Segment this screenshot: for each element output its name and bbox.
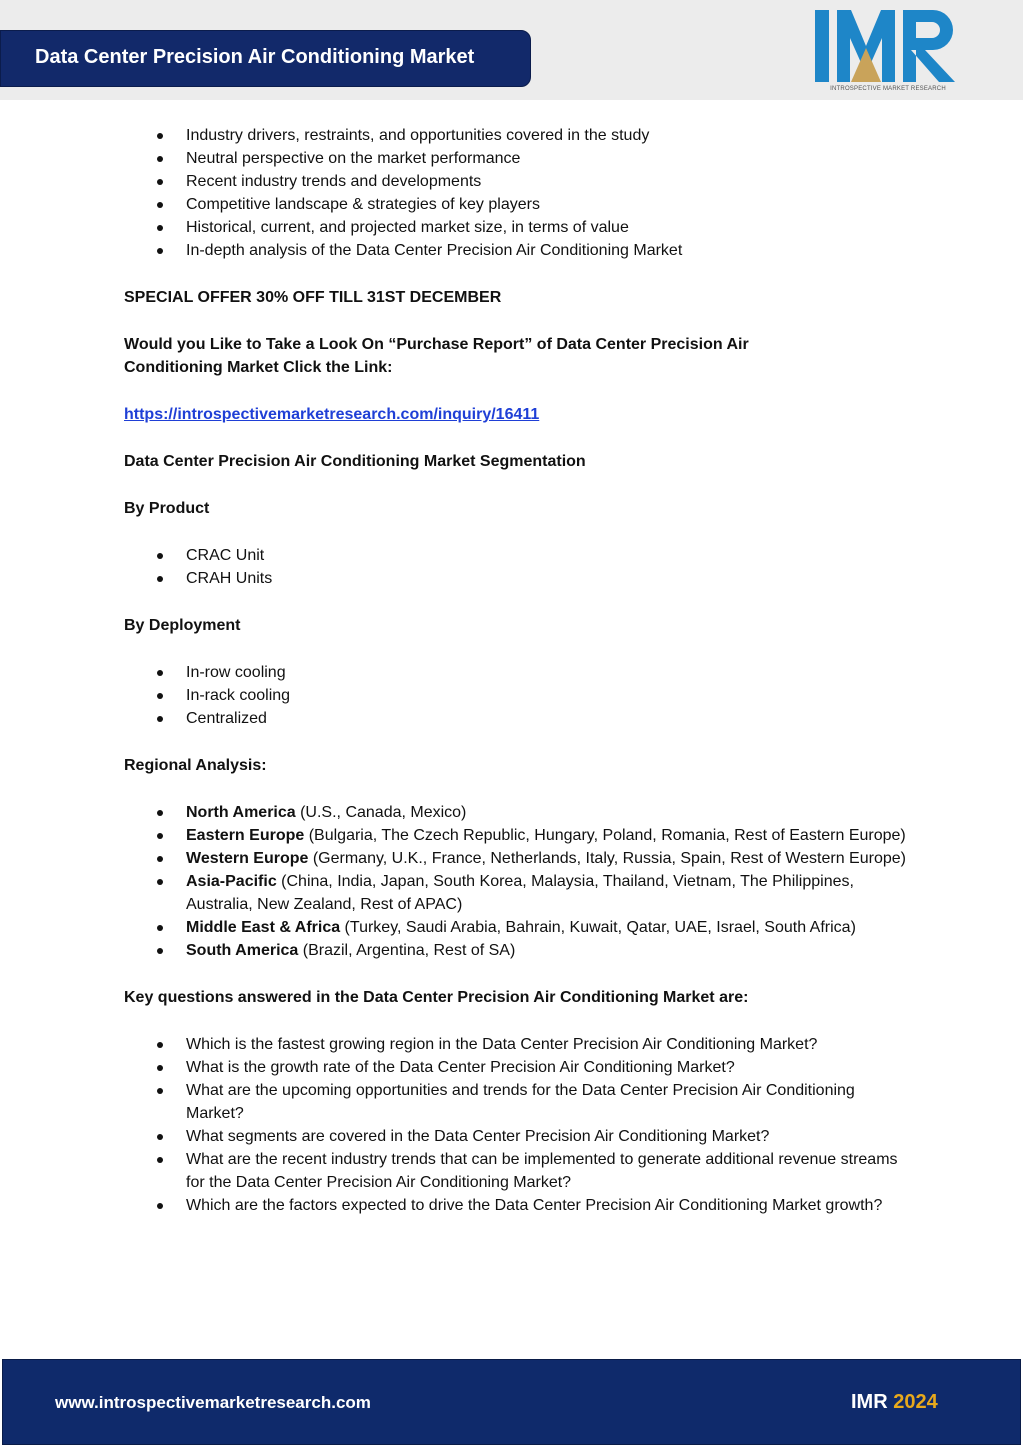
deployment-bullet-list bbox=[0, 661, 1023, 730]
region-name: North America bbox=[186, 804, 296, 821]
question-item: What are the upcoming opportunities and trends for the Data Center Precision Air Conditioning Market? bbox=[0, 1079, 1023, 1125]
product-bullet-list bbox=[0, 544, 1023, 590]
report-link-paragraph bbox=[0, 403, 1023, 426]
product-item: CRAH Units bbox=[0, 567, 1023, 590]
region-item bbox=[0, 847, 1023, 870]
question-item: What is the growth rate of the Data Center Precision Air Conditioning Market? bbox=[0, 1056, 1023, 1079]
region-item bbox=[0, 939, 1023, 962]
region-countries: (China, India, Japan, South Korea, Malaysia, Thailand, Vietnam, The Philippines, Australia, New Zealand, Rest of APAC) bbox=[186, 873, 854, 913]
intro-bullet-item: Competitive landscape & strategies of key players bbox=[0, 193, 1023, 216]
region-item bbox=[0, 801, 1023, 824]
deployment-item: In-row cooling bbox=[0, 661, 1023, 684]
segmentation-heading: Data Center Precision Air Conditioning Market Segmentation bbox=[124, 453, 586, 470]
intro-bullet-list bbox=[0, 124, 1023, 262]
region-name: Western Europe bbox=[186, 850, 309, 867]
region-countries: (U.S., Canada, Mexico) bbox=[295, 804, 467, 821]
region-name: South America bbox=[186, 942, 299, 959]
by-product-heading: By Product bbox=[124, 500, 210, 517]
intro-bullet-item: Industry drivers, restraints, and opportunities covered in the study bbox=[0, 124, 1023, 147]
region-name: Asia-Pacific bbox=[186, 873, 277, 890]
region-item bbox=[0, 916, 1023, 939]
key-questions-heading: Key questions answered in the Data Center Precision Air Conditioning Market are: bbox=[124, 989, 749, 1006]
intro-bullet-item: Recent industry trends and developments bbox=[0, 170, 1023, 193]
footer-brand-name: IMR bbox=[851, 1391, 888, 1413]
region-countries: (Germany, U.K., France, Netherlands, Italy, Russia, Spain, Rest of Western Europe) bbox=[308, 850, 906, 867]
title-banner bbox=[0, 30, 531, 87]
product-item: CRAC Unit bbox=[0, 544, 1023, 567]
question-item: What are the recent industry trends that can be implemented to generate additional revenue streams for the Data Center Precision Air Conditioning Market? bbox=[0, 1148, 1023, 1194]
region-bullet-list bbox=[0, 801, 1023, 962]
region-countries: (Bulgaria, The Czech Republic, Hungary, Poland, Romania, Rest of Eastern Europe) bbox=[304, 827, 906, 844]
region-item bbox=[0, 870, 1023, 916]
footer-year: 2024 bbox=[893, 1391, 938, 1413]
footer-website: www.introspectivemarketresearch.com bbox=[55, 1393, 371, 1412]
region-item bbox=[0, 824, 1023, 847]
report-link[interactable]: https://introspectivemarketresearch.com/inquiry/16411 bbox=[124, 406, 540, 423]
region-name: Middle East & Africa bbox=[186, 919, 341, 936]
footer-brand bbox=[851, 1391, 938, 1414]
intro-bullet-item: In-depth analysis of the Data Center Precision Air Conditioning Market bbox=[0, 239, 1023, 262]
intro-bullet-item: Neutral perspective on the market performance bbox=[0, 147, 1023, 170]
footer-bar bbox=[2, 1359, 1021, 1445]
by-deployment-heading: By Deployment bbox=[124, 617, 241, 634]
document-body bbox=[0, 124, 1023, 1217]
region-countries: (Turkey, Saudi Arabia, Bahrain, Kuwait, Qatar, UAE, Israel, South Africa) bbox=[340, 919, 856, 936]
logo-caption: INTROSPECTIVE MARKET RESEARCH bbox=[830, 86, 946, 92]
question-item: What segments are covered in the Data Center Precision Air Conditioning Market? bbox=[0, 1125, 1023, 1148]
question-item: Which is the fastest growing region in the Data Center Precision Air Conditioning Market? bbox=[0, 1033, 1023, 1056]
imr-logo-icon bbox=[815, 8, 961, 86]
region-name: Eastern Europe bbox=[186, 827, 305, 844]
deployment-item: In-rack cooling bbox=[0, 684, 1023, 707]
imr-logo bbox=[815, 8, 961, 96]
special-offer: SPECIAL OFFER 30% OFF TILL 31ST DECEMBER bbox=[124, 289, 502, 306]
region-countries: (Brazil, Argentina, Rest of SA) bbox=[298, 942, 516, 959]
purchase-prompt: Would you Like to Take a Look On “Purchase Report” of Data Center Precision Air Conditioning Market Click the Link: bbox=[124, 336, 749, 376]
regional-heading: Regional Analysis: bbox=[124, 757, 267, 774]
question-item: Which are the factors expected to drive the Data Center Precision Air Conditioning Market growth? bbox=[0, 1194, 1023, 1217]
deployment-item: Centralized bbox=[0, 707, 1023, 730]
question-bullet-list bbox=[0, 1033, 1023, 1217]
page-title: Data Center Precision Air Conditioning Market bbox=[35, 46, 475, 68]
intro-bullet-item: Historical, current, and projected market size, in terms of value bbox=[0, 216, 1023, 239]
